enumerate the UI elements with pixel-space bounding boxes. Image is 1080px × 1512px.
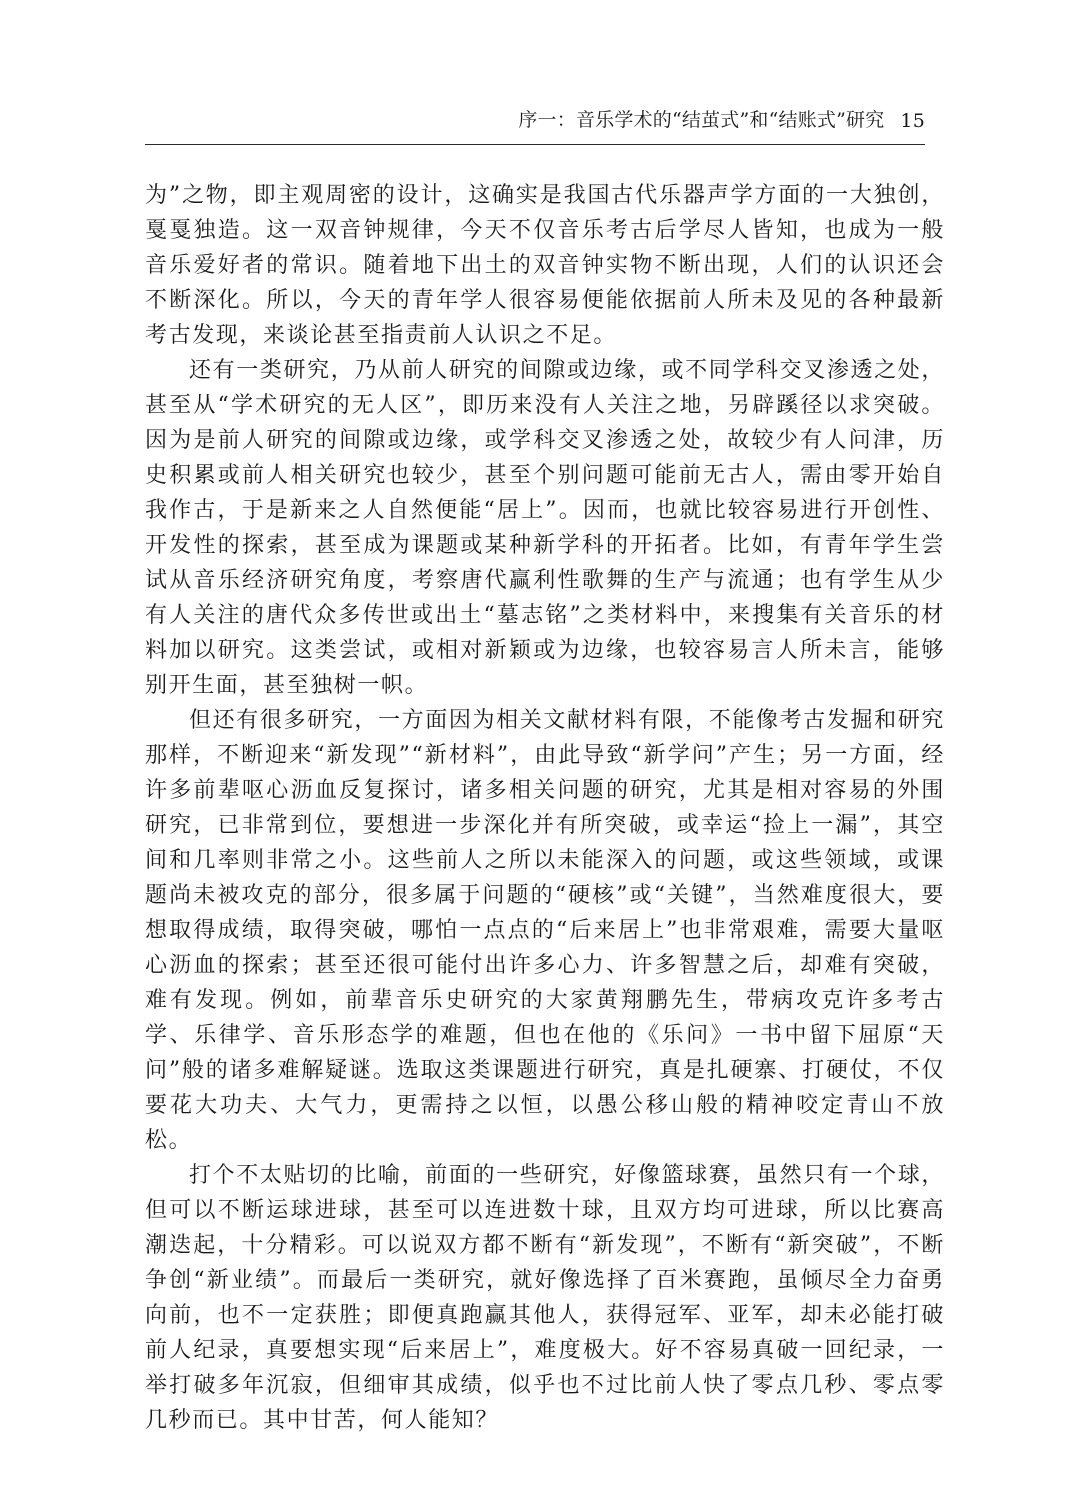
- paragraph: 打个不太贴切的比喻，前面的一些研究，好像篮球赛，虽然只有一个球，但可以不断运球进球，甚至可以连进数十球，且双方均可进球，所以比赛高潮迭起，十分精彩。可以说双方都不断有“新发现”，不断有“新突破”，不断争创“新业绩”。而最后一类研究，就好像选择了百米赛跑，虽倾尽全力奋勇向前，也不一定获胜；即便真跑赢其他人，获得冠军、亚军，却未必能打破前人纪录，真要想实现“后来居上”，难度极大。好不容易真破一回纪录，一举打破多年沉寂，但细审其成绩，似乎也不过比前人快了零点几秒、零点零几秒而已。其中甘苦，何人能知？: [145, 1163, 945, 1433]
- running-header: [145, 105, 925, 145]
- paragraph: 还有一类研究，乃从前人研究的间隙或边缘，或不同学科交叉渗透之处，甚至从“学术研究的无人区”，即历来没有人关注之地，另辟蹊径以求突破。因为是前人研究的间隙或边缘，或学科交叉渗透之处，故较少有人问津，历史积累或前人相关研究也较少，甚至个别问题可能前无古人，需由零开始自我作古，于是新来之人自然便能“居上”。因而，也就比较容易进行开创性、开发性的探索，甚至成为课题或某种新学科的开拓者。比如，有青年学生尝试从音乐经济研究角度，考察唐代赢利性歌舞的生产与流通；也有学生从少有人关注的唐代众多传世或出土“墓志铭”之类材料中，来搜集有关音乐的材料加以研究。这类尝试，或相对新颖或为边缘，也较容易言人所未言，能够别开生面，甚至独树一帜。: [145, 358, 945, 698]
- page-number: 15: [900, 110, 925, 132]
- page-body: [145, 178, 945, 1438]
- paragraph: 但还有很多研究，一方面因为相关文献材料有限，不能像考古发掘和研究那样，不断迎来“新发现”“新材料”，由此导致“新学问”产生；另一方面，经许多前辈呕心沥血反复探讨，诸多相关问题的研究，尤其是相对容易的外围研究，已非常到位，要想进一步深化并有所突破，或幸运“捡上一漏”，其空间和几率则非常之小。这些前人之所以未能深入的问题，或这些领域，或课题尚未被攻克的部分，很多属于问题的“硬核”或“关键”，当然难度很大，要想取得成绩，取得突破，哪怕一点点的“后来居上”也非常艰难，需要大量呕心沥血的探索；甚至还很可能付出许多心力、许多智慧之后，却难有突破，难有发现。例如，前辈音乐史研究的大家黄翔鹏先生，带病攻克许多考古学、乐律学、音乐形态学的难题，但也在他的《乐问》一书中留下屈原“天问”般的诸多难解疑谜。选取这类课题进行研究，真是扎硬寨、打硬仗，不仅要花大功夫、大气力，更需持之以恒，以愚公移山般的精神咬定青山不放松。: [145, 708, 945, 1153]
- paragraph-continued: 为”之物，即主观周密的设计，这确实是我国古代乐器声学方面的一大独创，戛戛独造。这一双音钟规律，今天不仅音乐考古后学尽人皆知，也成为一般音乐爱好者的常识。随着地下出土的双音钟实物不断出现，人们的认识还会不断深化。所以，今天的青年学人很容易便能依据前人所未及见的各种最新考古发现，来谈论甚至指责前人认识之不足。: [145, 183, 945, 348]
- chapter-title: 序一：音乐学术的“结茧式”和“结账式”研究: [518, 109, 885, 131]
